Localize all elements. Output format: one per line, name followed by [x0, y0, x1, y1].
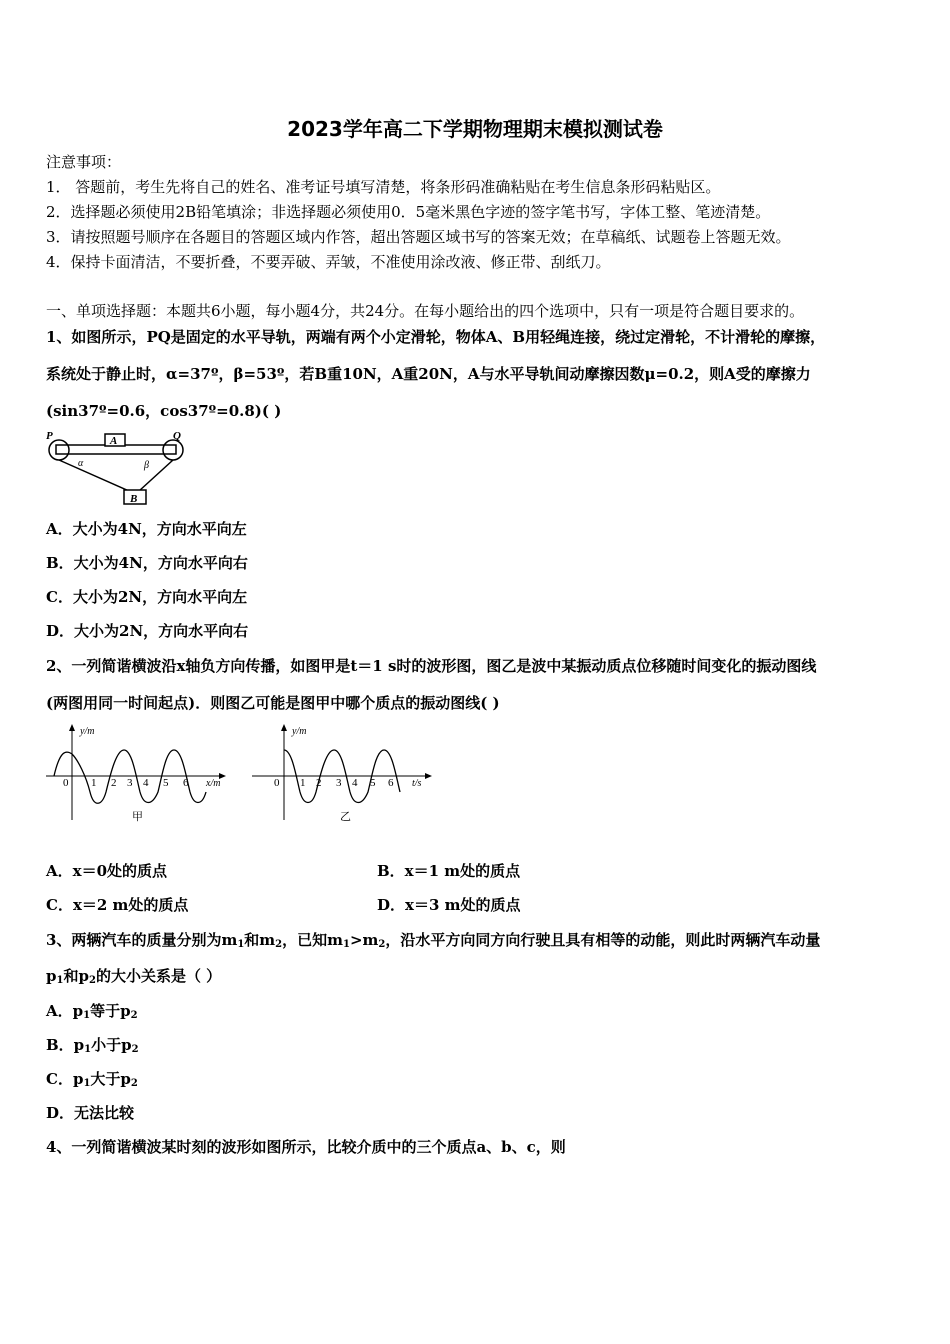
tick-label: 4: [143, 777, 149, 789]
tick-label: 4: [352, 777, 358, 789]
tick-label: 1: [300, 777, 306, 789]
tick-label: 3: [336, 777, 342, 789]
option-b: B．x＝1 m处的质点: [377, 862, 521, 880]
label-q: Q: [173, 430, 181, 442]
option-c: C．$p_1$大于$p_2$: [46, 1070, 138, 1089]
figure-caption: 乙: [340, 811, 351, 823]
tick-label: 2: [111, 777, 117, 789]
label-p: P: [46, 430, 53, 442]
question-2-text: (两图用同一时间起点)．则图乙可能是图甲中哪个质点的振动图线( ): [46, 694, 500, 712]
section-heading: 一、单项选择题：本题共6小题，每小题4分，共24分。在每小题给出的四个选项中，只有一项是符合题目要求的。: [46, 302, 805, 320]
figure-caption: 甲: [132, 811, 143, 823]
option-d: D．无法比较: [46, 1104, 135, 1122]
tick-label: 0: [274, 777, 280, 789]
tick-label: 5: [163, 777, 169, 789]
tick-label: 6: [183, 777, 189, 789]
tick-label: 2: [316, 777, 322, 789]
notice-item: 3．请按照题号顺序在各题目的答题区域内作答，超出答题区域书写的答案无效；在草稿纸、试题卷上答题无效。: [46, 228, 791, 246]
label-alpha: α: [78, 458, 84, 469]
option-d: D．大小为2N，方向水平向右: [46, 622, 249, 640]
option-a: A．大小为4N，方向水平向左: [46, 520, 247, 538]
wave-graph-jia: [44, 720, 234, 828]
page-title: 2023学年高二下学期物理期末模拟测试卷: [287, 117, 663, 141]
question-1-text: 系统处于静止时，α=37º，β=53º，若B重10N，A重20N，A与水平导轨间动摩擦因数μ=0.2，则A受的摩擦力: [46, 365, 811, 383]
notice-heading: 注意事项：: [46, 153, 122, 171]
tick-label: 3: [127, 777, 133, 789]
option-b: B．大小为4N，方向水平向右: [46, 554, 248, 572]
option-b: B．$p_1$小于$p_2$: [46, 1036, 139, 1055]
option-c: C．大小为2N，方向水平向左: [46, 588, 248, 606]
question-3-text: $p_1$和$p_2$的大小关系是（ ）: [46, 967, 222, 986]
y-axis-label: y/m: [292, 726, 307, 737]
notice-item: 2．选择题必须使用2B铅笔填涂；非选择题必须使用0．5毫米黑色字迹的签字笔书写，字体工整、笔迹清楚。: [46, 203, 771, 221]
tick-label: 1: [91, 777, 97, 789]
option-d: D．x＝3 m处的质点: [377, 896, 521, 914]
question-1-text: 1、如图所示，PQ是固定的水平导轨，两端有两个小定滑轮，物体A、B用轻绳连接，绕过定滑轮，不计滑轮的摩擦，: [46, 328, 826, 346]
label-a: A: [110, 435, 118, 447]
vibration-graph-yi: [250, 720, 440, 828]
question-2-text: 2、一列简谐横波沿x轴负方向传播，如图甲是t＝1 s时的波形图，图乙是波中某振动质点位移随时间变化的振动图线: [46, 657, 817, 675]
tick-label: 5: [370, 777, 376, 789]
question-1-text: (sin37º=0.6，cos37º=0.8)( ): [46, 402, 282, 420]
label-beta: β: [144, 460, 149, 471]
pulley-diagram: [44, 428, 189, 510]
question-4-text: 4、一列简谐横波某时刻的波形如图所示，比较介质中的三个质点a、b、c，则: [46, 1138, 566, 1156]
option-c: C．x＝2 m处的质点: [46, 896, 189, 914]
question-3-text: 3、两辆汽车的质量分别为$m_1$和$m_2$，已知$m_1>m_2$，沿水平方向同方向行驶且具有相等的动能，则此时两辆汽车动量: [46, 931, 821, 950]
label-b: B: [130, 493, 138, 505]
y-axis-label: y/m: [80, 726, 95, 737]
x-axis-label: x/m: [206, 778, 221, 789]
option-a: A．x＝0处的质点: [46, 862, 168, 880]
tick-label: 0: [63, 777, 69, 789]
tick-label: 6: [388, 777, 394, 789]
x-axis-label: t/s: [412, 778, 422, 789]
notice-item: 1． 答题前，考生先将自己的姓名、准考证号填写清楚，将条形码准确粘贴在考生信息条形码粘贴区。: [46, 178, 721, 196]
notice-item: 4．保持卡面清洁，不要折叠，不要弄破、弄皱，不准使用涂改液、修正带、刮纸刀。: [46, 253, 611, 271]
option-a: A．$p_1$等于$p_2$: [46, 1002, 138, 1021]
